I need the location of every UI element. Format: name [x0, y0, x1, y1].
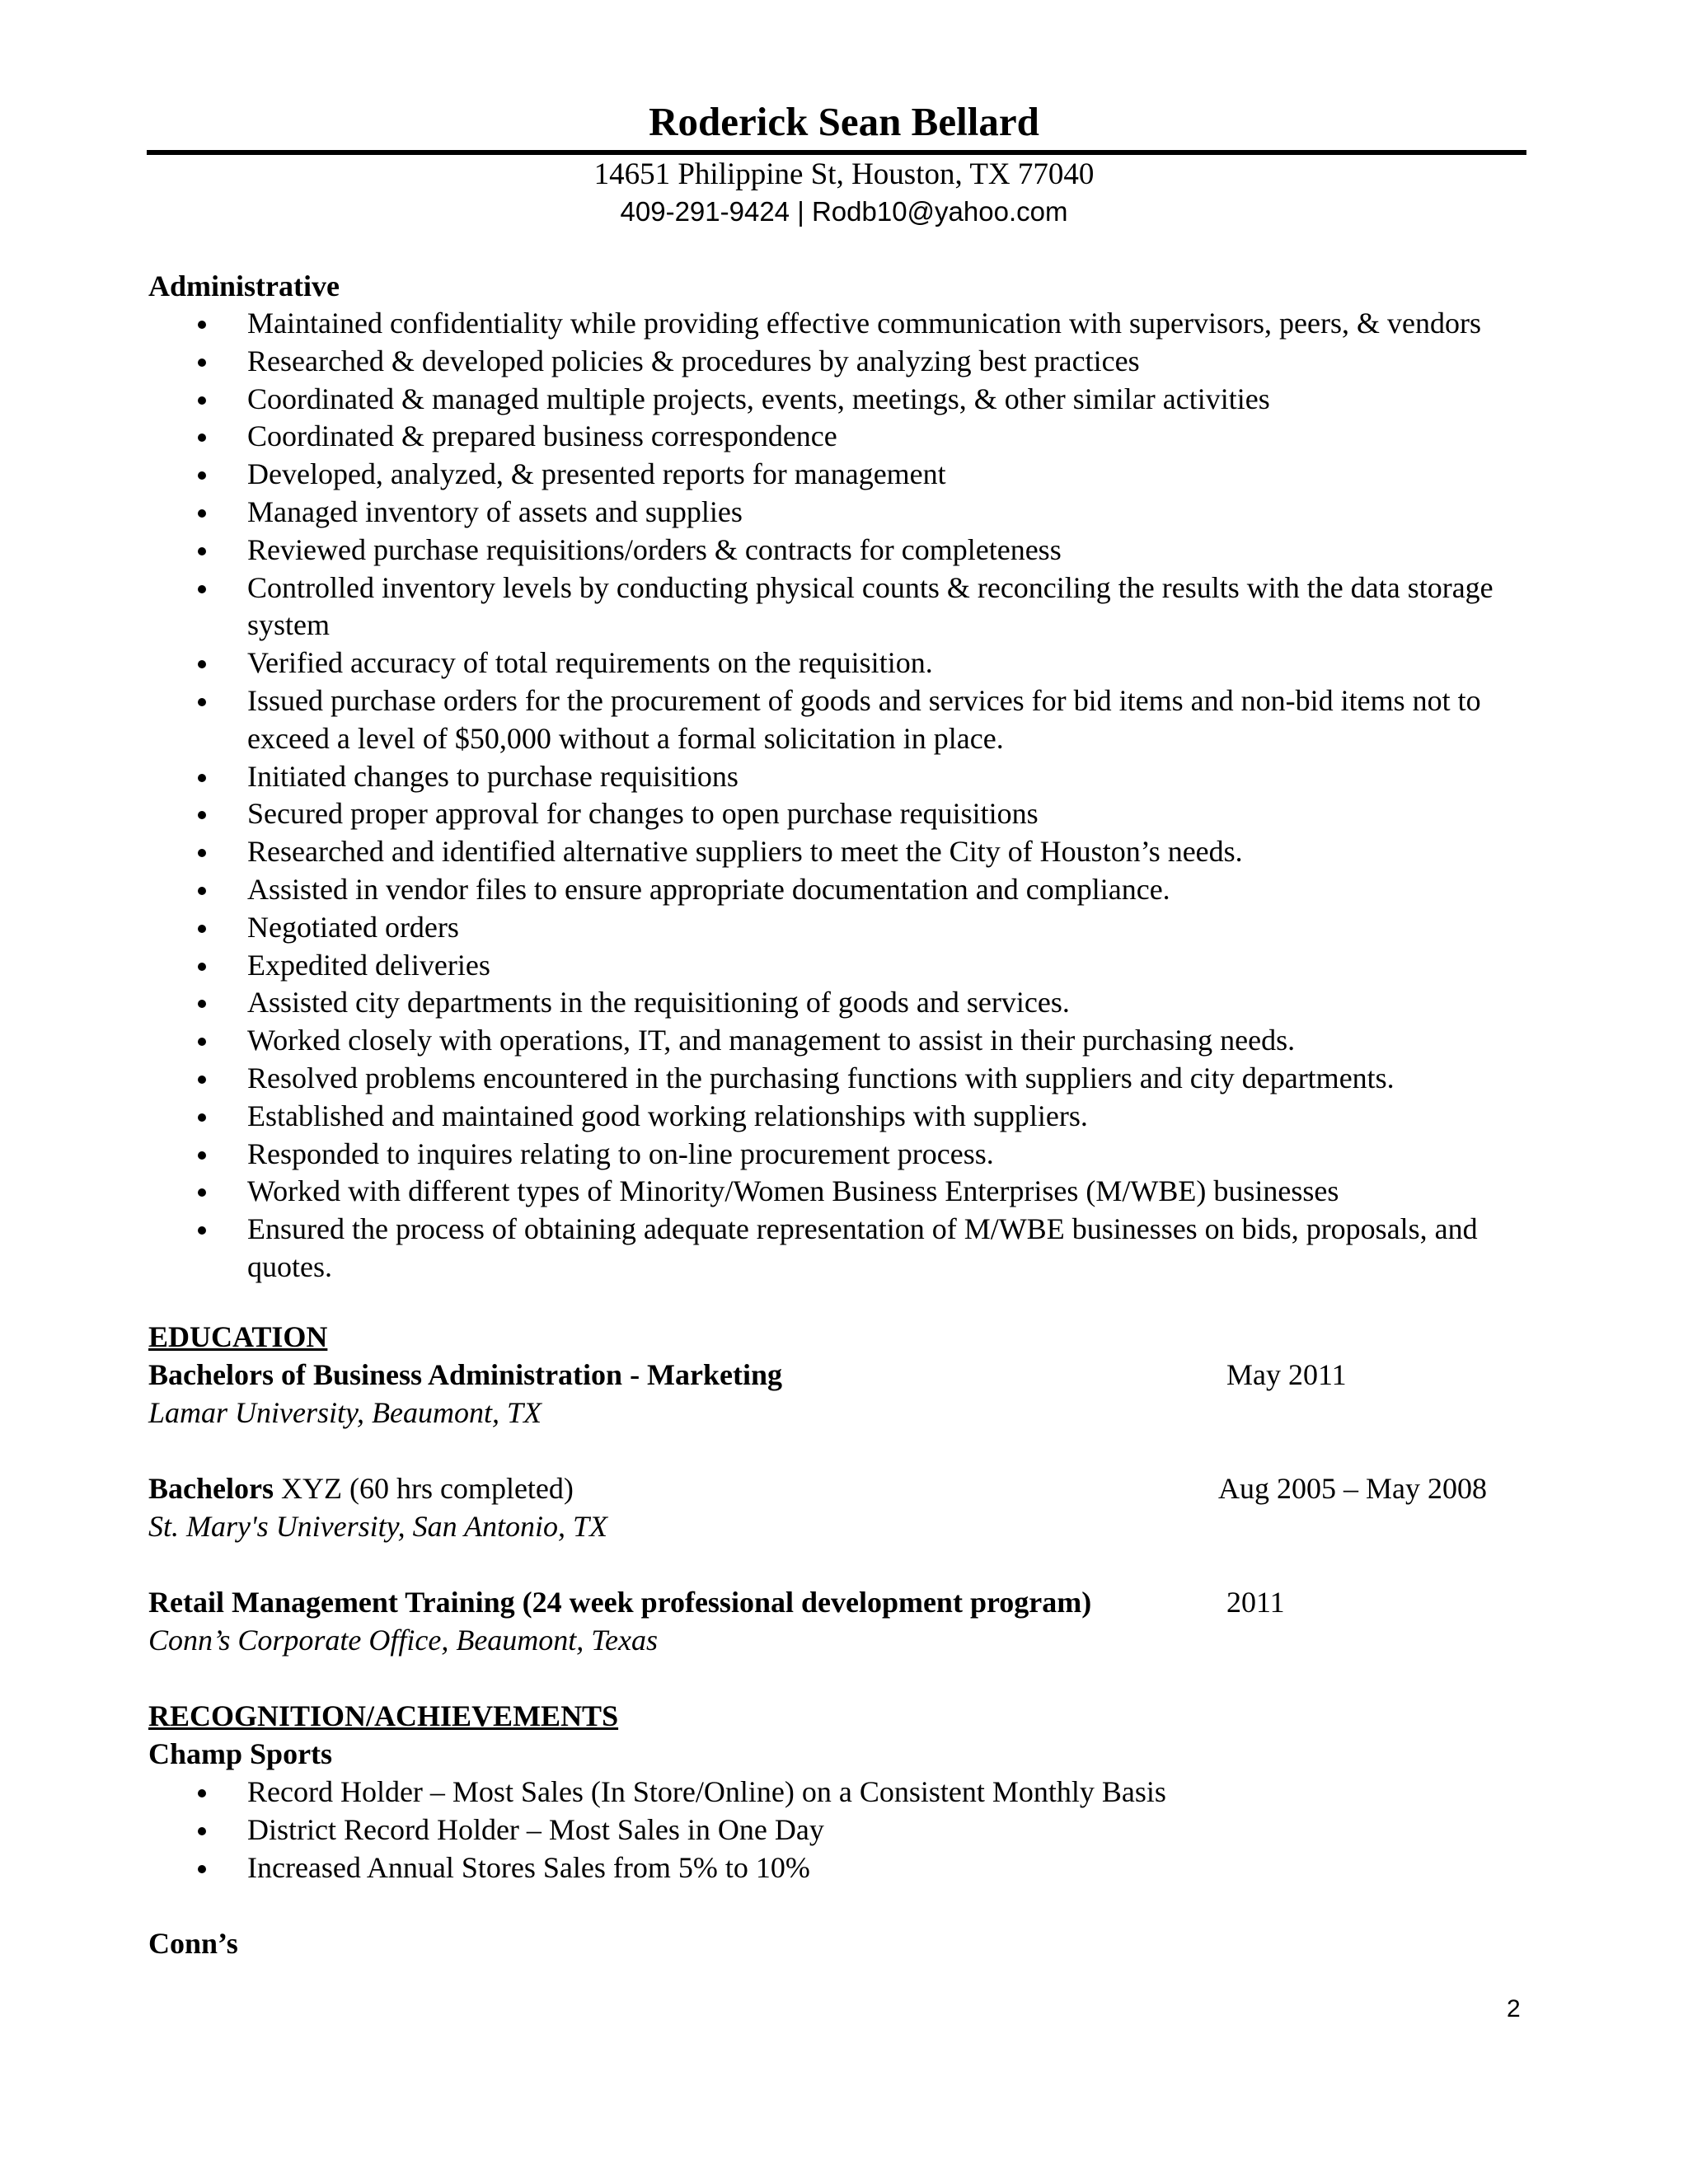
bullet-icon	[198, 660, 206, 668]
bullet-icon	[198, 359, 206, 367]
bullet-text: Secured proper approval for changes to open purchase requisitions	[247, 797, 1039, 831]
bullet-item	[148, 833, 1517, 871]
bullet-text: Researched and identified alternative suppliers to meet the City of Houston’s needs.	[247, 835, 1243, 869]
bullet-icon	[198, 1151, 206, 1160]
education-degree-3: Retail Management Training (24 week professional development program)	[148, 1586, 1092, 1619]
bullet-item	[148, 1060, 1517, 1098]
bullet-text: Maintained confidentiality while providing effective communication with supervisors, peers, & vendors	[247, 307, 1481, 340]
bullet-item	[148, 1849, 1517, 1887]
bullet-icon	[198, 547, 206, 555]
bullet-text: District Record Holder – Most Sales in One Day	[247, 1812, 824, 1846]
bullet-item	[148, 456, 1517, 494]
bullet-item	[148, 1811, 1517, 1849]
bullet-icon	[198, 396, 206, 405]
bullet-text: Issued purchase orders for the procurement of goods and services for bid items and non-bid items not to exceed a level of $50,000 without a formal solicitation in place.	[247, 683, 1481, 755]
education-heading: EDUCATION	[148, 1320, 328, 1353]
education-school-2: St. Mary's University, San Antonio, TX	[148, 1510, 608, 1543]
bullet-item	[148, 1173, 1517, 1211]
contact-separator: |	[790, 196, 812, 227]
address: 14651 Philippine St, Houston, TX 77040	[593, 157, 1095, 191]
education-school-3: Conn’s Corporate Office, Beaumont, Texas	[148, 1624, 658, 1657]
bullet-icon	[198, 1865, 206, 1873]
bullet-item	[148, 1022, 1517, 1060]
bullet-text: Ensured the process of obtaining adequate representation of M/WBE businesses on bids, proposals, and quotes.	[247, 1212, 1478, 1283]
bullet-text: Increased Annual Stores Sales from 5% to 10%	[247, 1850, 810, 1884]
bullet-text: Managed inventory of assets and supplies	[247, 494, 743, 528]
bullet-icon	[198, 1188, 206, 1197]
bullet-item	[148, 494, 1517, 532]
recognition-list	[148, 1774, 1517, 1886]
bullet-icon	[198, 1226, 206, 1235]
education-degree-2-bold: Bachelors	[148, 1472, 274, 1505]
bullet-icon	[198, 774, 206, 782]
bullet-icon	[198, 925, 206, 933]
education-degree-1: Bachelors of Business Administration - Marketing	[148, 1358, 783, 1391]
bullet-item	[148, 418, 1517, 456]
education-date-3: 2011	[1226, 1586, 1285, 1619]
administrative-heading: Administrative	[148, 269, 340, 302]
bullet-icon	[198, 1789, 206, 1797]
bullet-text: Worked closely with operations, IT, and management to assist in their purchasing needs.	[247, 1024, 1296, 1057]
bullet-item	[148, 381, 1517, 419]
bullet-icon	[198, 963, 206, 971]
bullet-item	[148, 795, 1517, 833]
bullet-item	[148, 1211, 1517, 1286]
bullet-icon	[198, 509, 206, 518]
candidate-name: Roderick Sean Bellard	[649, 99, 1039, 144]
education-date-2: Aug 2005 – May 2008	[1218, 1472, 1487, 1505]
bullet-item	[148, 984, 1517, 1022]
email: Rodb10@yahoo.com	[811, 196, 1068, 227]
bullet-text: Verified accuracy of total requirements on the requisition.	[247, 646, 933, 680]
bullet-text: Initiated changes to purchase requisitions	[247, 759, 738, 793]
bullet-text: Established and maintained good working relationships with suppliers.	[247, 1099, 1088, 1132]
bullet-text: Reviewed purchase requisitions/orders & contracts for completeness	[247, 532, 1062, 566]
bullet-icon	[198, 1038, 206, 1046]
bullet-icon	[198, 849, 206, 857]
bullet-item	[148, 569, 1517, 645]
bullet-item	[148, 947, 1517, 985]
bullet-item	[148, 644, 1517, 682]
bullet-text: Developed, analyzed, & presented reports for management	[247, 457, 946, 491]
bullet-text: Coordinated & managed multiple projects, events, meetings, & other similar activities	[247, 382, 1270, 415]
contact-line	[0, 194, 1688, 230]
bullet-icon	[198, 434, 206, 442]
page-number: 2	[1507, 1995, 1521, 2022]
bullet-item	[148, 532, 1517, 569]
education-degree-2	[148, 1470, 574, 1507]
bullet-icon	[198, 471, 206, 480]
education-date-1: May 2011	[1226, 1358, 1347, 1391]
bullet-icon	[198, 321, 206, 329]
bullet-text: Negotiated orders	[247, 910, 459, 944]
header-rule	[147, 150, 1526, 155]
phone: 409-291-9424	[620, 196, 790, 227]
bullet-icon	[198, 1827, 206, 1835]
bullet-icon	[198, 698, 206, 706]
bullet-text: Assisted in vendor files to ensure appropriate documentation and compliance.	[247, 872, 1170, 906]
bullet-item	[148, 909, 1517, 947]
bullet-item	[148, 1136, 1517, 1174]
bullet-text: Resolved problems encountered in the purchasing functions with suppliers and city departments.	[247, 1061, 1395, 1094]
bullet-item	[148, 758, 1517, 796]
bullet-text: Record Holder – Most Sales (In Store/Online) on a Consistent Monthly Basis	[247, 1775, 1166, 1808]
bullet-text: Researched & developed policies & procedures by analyzing best practices	[247, 344, 1140, 377]
bullet-item	[148, 1098, 1517, 1136]
bullet-text: Expedited deliveries	[247, 948, 490, 982]
bullet-item	[148, 305, 1517, 343]
employer-conns: Conn’s	[148, 1927, 238, 1960]
employer-champ-sports: Champ Sports	[148, 1737, 333, 1770]
bullet-item	[148, 343, 1517, 381]
recognition-heading: RECOGNITION/ACHIEVEMENTS	[148, 1699, 619, 1732]
bullet-text: Controlled inventory levels by conducting physical counts & reconciling the results with the data storage system	[247, 570, 1493, 642]
bullet-text: Responded to inquires relating to on-line procurement process.	[247, 1137, 994, 1170]
administrative-list	[148, 305, 1517, 1286]
bullet-item	[148, 1774, 1517, 1811]
bullet-item	[148, 682, 1517, 758]
education-degree-2-rest: XYZ (60 hrs completed)	[273, 1472, 574, 1505]
bullet-icon	[198, 1076, 206, 1084]
bullet-icon	[198, 1113, 206, 1122]
bullet-icon	[198, 1000, 206, 1008]
bullet-icon	[198, 887, 206, 895]
bullet-text: Coordinated & prepared business correspondence	[247, 419, 837, 453]
bullet-text: Worked with different types of Minority/Women Business Enterprises (M/WBE) businesses	[247, 1174, 1339, 1208]
bullet-icon	[198, 585, 206, 593]
bullet-text: Assisted city departments in the requisitioning of goods and services.	[247, 986, 1070, 1019]
bullet-icon	[198, 811, 206, 819]
education-school-1: Lamar University, Beaumont, TX	[148, 1396, 542, 1429]
bullet-item	[148, 871, 1517, 909]
